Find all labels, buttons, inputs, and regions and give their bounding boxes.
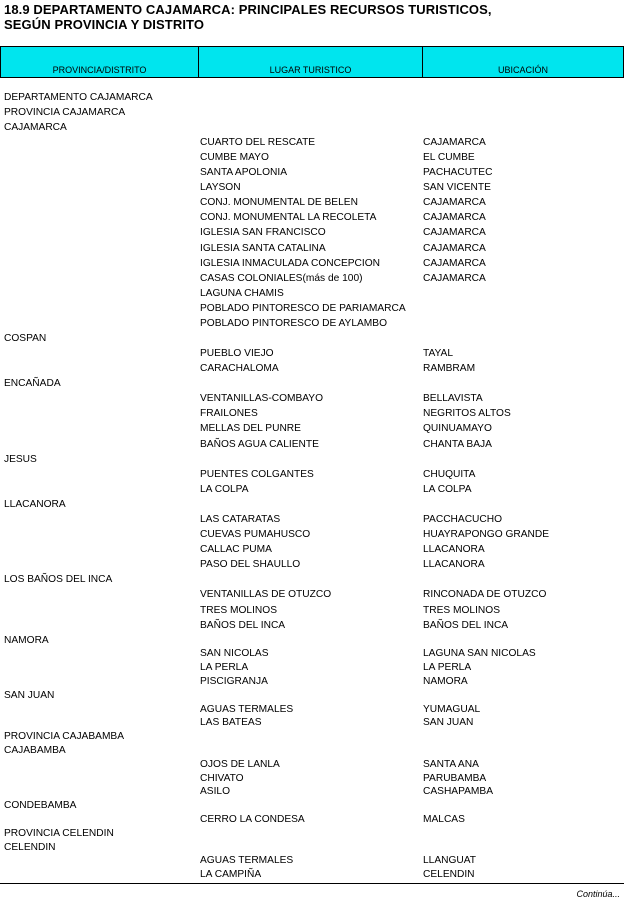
ubicacion-cell: NEGRITOS ALTOS: [423, 408, 511, 419]
lugar-turistico-cell: PISCIGRANJA: [200, 676, 268, 687]
lugar-turistico-cell: VENTANILLAS DE OTUZCO: [200, 589, 332, 600]
ubicacion-cell: YUMAGUAL: [423, 704, 481, 715]
column-header-ubicacion: UBICACIÓN: [422, 47, 624, 77]
lugar-turistico-cell: AGUAS TERMALES: [200, 855, 294, 866]
column-header-lugar: LUGAR TURISTICO: [198, 47, 422, 77]
ubicacion-cell: CAJAMARCA: [423, 273, 486, 284]
lugar-turistico-cell: IGLESIA SANTA CATALINA: [200, 243, 326, 254]
lugar-turistico-cell: LAS CATARATAS: [200, 514, 281, 525]
lugar-turistico-cell: PUENTES COLGANTES: [200, 469, 314, 480]
lugar-turistico-cell: POBLADO PINTORESCO DE PARIAMARCA: [200, 303, 406, 314]
ubicacion-cell: CAJAMARCA: [423, 137, 486, 148]
ubicacion-cell: LA COLPA: [423, 484, 472, 495]
lugar-turistico-cell: CUARTO DEL RESCATE: [200, 137, 316, 148]
lugar-turistico-cell: BAÑOS DEL INCA: [200, 620, 286, 631]
lugar-turistico-cell: LAYSON: [200, 182, 241, 193]
lugar-turistico-cell: POBLADO PINTORESCO DE AYLAMBO: [200, 318, 388, 329]
ubicacion-cell: RINCONADA DE OTUZCO: [423, 589, 547, 600]
title-line-2: SEGÚN PROVINCIA Y DISTRITO: [4, 17, 205, 32]
lugar-turistico-cell: ASILO: [200, 786, 231, 797]
ubicacion-cell: LLACANORA: [423, 544, 485, 555]
lugar-turistico-cell: CASAS COLONIALES(más de 100): [200, 273, 363, 284]
provincia-distrito-cell: COSPAN: [4, 333, 47, 344]
provincia-distrito-cell: CELENDIN: [4, 842, 56, 853]
ubicacion-cell: BAÑOS DEL INCA: [423, 620, 509, 631]
lugar-turistico-cell: CONJ. MONUMENTAL LA RECOLETA: [200, 212, 377, 223]
ubicacion-cell: LLANGUAT: [423, 855, 477, 866]
provincia-distrito-cell: LOS BAÑOS DEL INCA: [4, 574, 113, 585]
ubicacion-cell: CAJAMARCA: [423, 227, 486, 238]
provincia-distrito-cell: CAJAMARCA: [4, 122, 67, 133]
ubicacion-cell: CAJAMARCA: [423, 197, 486, 208]
lugar-turistico-cell: AGUAS TERMALES: [200, 704, 294, 715]
provincia-distrito-cell: PROVINCIA CAJAMARCA: [4, 107, 126, 118]
provincia-distrito-cell: SAN JUAN: [4, 690, 55, 701]
ubicacion-cell: CAJAMARCA: [423, 243, 486, 254]
provincia-distrito-cell: PROVINCIA CELENDIN: [4, 828, 114, 839]
ubicacion-cell: PACCHACUCHO: [423, 514, 503, 525]
lugar-turistico-cell: IGLESIA SAN FRANCISCO: [200, 227, 326, 238]
table-header: [0, 46, 624, 78]
ubicacion-cell: LAGUNA SAN NICOLAS: [423, 648, 536, 659]
ubicacion-cell: SAN VICENTE: [423, 182, 491, 193]
continued-note: Continúa...: [576, 889, 620, 899]
lugar-turistico-cell: LA CAMPIÑA: [200, 869, 262, 880]
lugar-turistico-cell: CUEVAS PUMAHUSCO: [200, 529, 311, 540]
lugar-turistico-cell: CHIVATO: [200, 773, 244, 784]
ubicacion-cell: CAJAMARCA: [423, 212, 486, 223]
lugar-turistico-cell: LAS BATEAS: [200, 717, 262, 728]
ubicacion-cell: RAMBRAM: [423, 363, 476, 374]
title-line-1: 18.9 DEPARTAMENTO CAJAMARCA: PRINCIPALES RECURSOS TURISTICOS,: [4, 2, 492, 17]
lugar-turistico-cell: TRES MOLINOS: [200, 605, 277, 616]
lugar-turistico-cell: PASO DEL SHAULLO: [200, 559, 301, 570]
lugar-turistico-cell: FRAILONES: [200, 408, 258, 419]
ubicacion-cell: BELLAVISTA: [423, 393, 483, 404]
ubicacion-cell: PARUBAMBA: [423, 773, 487, 784]
lugar-turistico-cell: BAÑOS AGUA CALIENTE: [200, 439, 319, 450]
ubicacion-cell: SANTA ANA: [423, 759, 479, 770]
lugar-turistico-cell: CUMBE MAYO: [200, 152, 269, 163]
lugar-turistico-cell: IGLESIA INMACULADA CONCEPCION: [200, 258, 381, 269]
provincia-distrito-cell: JESUS: [4, 454, 37, 465]
lugar-turistico-cell: CALLAC PUMA: [200, 544, 272, 555]
lugar-turistico-cell: LA COLPA: [200, 484, 249, 495]
provincia-distrito-cell: DEPARTAMENTO CAJAMARCA: [4, 92, 153, 103]
ubicacion-cell: TAYAL: [423, 348, 454, 359]
ubicacion-cell: SAN JUAN: [423, 717, 474, 728]
lugar-turistico-cell: LAGUNA CHAMIS: [200, 288, 284, 299]
provincia-distrito-cell: LLACANORA: [4, 499, 66, 510]
lugar-turistico-cell: PUEBLO VIEJO: [200, 348, 274, 359]
provincia-distrito-cell: ENCAÑADA: [4, 378, 61, 389]
ubicacion-cell: LLACANORA: [423, 559, 485, 570]
provincia-distrito-cell: CAJABAMBA: [4, 745, 66, 756]
footer-divider: [0, 883, 624, 884]
lugar-turistico-cell: MELLAS DEL PUNRE: [200, 423, 301, 434]
ubicacion-cell: MALCAS: [423, 814, 465, 825]
ubicacion-cell: CHANTA BAJA: [423, 439, 492, 450]
column-header-provincia: PROVINCIA/DISTRITO: [0, 47, 198, 77]
ubicacion-cell: LA PERLA: [423, 662, 472, 673]
ubicacion-cell: CAJAMARCA: [423, 258, 486, 269]
ubicacion-cell: QUINUAMAYO: [423, 423, 492, 434]
lugar-turistico-cell: CERRO LA CONDESA: [200, 814, 305, 825]
ubicacion-cell: PACHACUTEC: [423, 167, 493, 178]
lugar-turistico-cell: OJOS DE LANLA: [200, 759, 280, 770]
provincia-distrito-cell: PROVINCIA CAJABAMBA: [4, 731, 125, 742]
ubicacion-cell: CELENDIN: [423, 869, 475, 880]
ubicacion-cell: TRES MOLINOS: [423, 605, 500, 616]
ubicacion-cell: CHUQUITA: [423, 469, 476, 480]
lugar-turistico-cell: CONJ. MONUMENTAL DE BELEN: [200, 197, 358, 208]
ubicacion-cell: EL CUMBE: [423, 152, 475, 163]
lugar-turistico-cell: SANTA APOLONIA: [200, 167, 287, 178]
lugar-turistico-cell: SAN NICOLAS: [200, 648, 269, 659]
provincia-distrito-cell: CONDEBAMBA: [4, 800, 77, 811]
lugar-turistico-cell: CARACHALOMA: [200, 363, 279, 374]
provincia-distrito-cell: NAMORA: [4, 635, 49, 646]
lugar-turistico-cell: VENTANILLAS-COMBAYO: [200, 393, 324, 404]
lugar-turistico-cell: LA PERLA: [200, 662, 249, 673]
ubicacion-cell: HUAYRAPONGO GRANDE: [423, 529, 550, 540]
page-title: [4, 2, 492, 32]
ubicacion-cell: NAMORA: [423, 676, 468, 687]
ubicacion-cell: CASHAPAMBA: [423, 786, 494, 797]
